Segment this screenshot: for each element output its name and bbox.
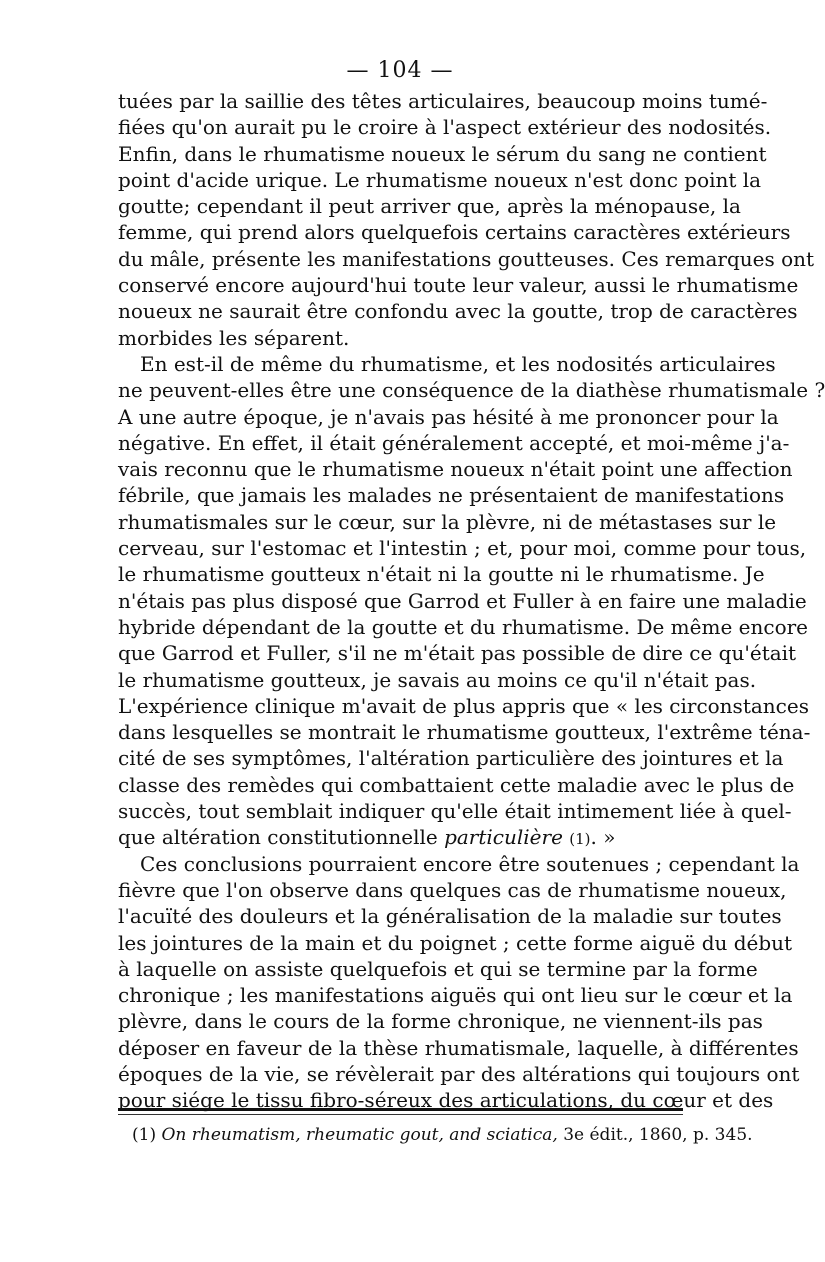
text-line: goutte; cependant il peut arriver que, après la ménopause, la — [118, 194, 741, 219]
text-line: noueux ne saurait être confondu avec la goutte, trop de caractères — [118, 299, 798, 324]
text-line: succès, tout semblait indiquer qu'elle était intimement liée à quel- — [118, 799, 792, 824]
text-line: chronique ; les manifestations aiguës qui ont lieu sur le cœur et la — [118, 983, 793, 1008]
text-line: à laquelle on assiste quelquefois et qui se termine par la forme — [118, 956, 758, 981]
text-line: dans lesquelles se montrait le rhumatisme goutteux, l'extrême téna- — [118, 720, 811, 745]
quote-closing-line — [118, 824, 683, 850]
text-line: tuées par la saillie des têtes articulaires, beaucoup moins tumé- — [118, 89, 768, 113]
text-span: que altération constitutionnelle — [118, 825, 445, 850]
text-line: Enfin, dans le rhumatisme noueux le sérum du sang ne contient — [118, 141, 767, 166]
page-number: — 104 — — [346, 58, 454, 83]
footnote-separator-thin — [118, 1114, 683, 1115]
text-line: l'acuïté des douleurs et la généralisation de la maladie sur toutes — [118, 904, 782, 929]
paragraph-3 — [118, 851, 800, 1114]
text-line: rhumatismales sur le cœur, sur la plèvre, ni de métastases sur le — [118, 509, 777, 534]
text-line: pour siége le tissu fibro-séreux des articulations, du cœur et des — [118, 1088, 774, 1113]
footnote-reference[interactable]: (1) — [569, 830, 591, 849]
text-line: fiées qu'on aurait pu le croire à l'aspect extérieur des nodosités. — [118, 115, 772, 140]
text-line: cerveau, sur l'estomac et l'intestin ; et, pour moi, comme pour tous, — [118, 536, 807, 561]
text-line: cité de ses symptômes, l'altération particulière des jointures et la — [118, 746, 784, 771]
footnote-separator — [118, 1108, 683, 1111]
text-line: ne peuvent-elles être une conséquence de la diathèse rhumatismale ? — [118, 378, 825, 403]
footnote — [132, 1125, 753, 1145]
text-line: négative. En effet, il était généralement accepté, et moi-même j'a- — [118, 430, 790, 455]
text-line: déposer en faveur de la thèse rhumatismale, laquelle, à différentes — [118, 1035, 799, 1060]
body-text — [118, 88, 825, 1114]
text-line: époques de la vie, se révèlerait par des altérations qui toujours ont — [118, 1061, 800, 1086]
text-line: hybride dépendant de la goutte et du rhumatisme. De même encore — [118, 614, 808, 639]
text-line: En est-il de même du rhumatisme, et les nodosités articulaires — [140, 351, 776, 376]
paragraph-2 — [118, 351, 825, 851]
text-line: Ces conclusions pourraient encore être soutenues ; cependant la — [140, 851, 800, 876]
footnote-marker: (1) — [132, 1125, 157, 1145]
text-line: n'étais pas plus disposé que Garrod et Fuller à en faire une maladie — [118, 588, 807, 613]
text-line: conservé encore aujourd'hui toute leur valeur, aussi le rhumatisme — [118, 273, 799, 298]
text-line: vais reconnu que le rhumatisme noueux n'était point une affection — [118, 457, 793, 482]
text-line: plèvre, dans le cours de la forme chronique, ne viennent-ils pas — [118, 1009, 763, 1034]
paragraph-1 — [118, 88, 815, 351]
text-line: du mâle, présente les manifestations goutteuses. Ces remarques ont — [118, 246, 815, 271]
text-line: fièvre que l'on observe dans quelques cas de rhumatisme noueux, — [118, 877, 787, 902]
text-line: morbides les séparent. — [118, 325, 350, 350]
text-line: femme, qui prend alors quelquefois certains caractères extérieurs — [118, 220, 791, 245]
text-line: fébrile, que jamais les malades ne présentaient de manifestations — [118, 483, 785, 508]
footnote-title: On rheumatism, rheumatic gout, and sciatica, — [161, 1125, 558, 1145]
text-line: le rhumatisme goutteux, je savais au moins ce qu'il n'était pas. — [118, 667, 757, 692]
footnote-edition: 3e édit., 1860, p. 345. — [557, 1125, 753, 1145]
text-line: classe des remèdes qui combattaient cette maladie avec le plus de — [118, 772, 795, 797]
text-span: . » — [590, 825, 616, 850]
text-line: que Garrod et Fuller, s'il ne m'était pas possible de dire ce qu'était — [118, 641, 797, 666]
text-line: A une autre époque, je n'avais pas hésité à me prononcer pour la — [118, 404, 779, 429]
text-line: les jointures de la main et du poignet ; cette forme aiguë du début — [118, 930, 793, 955]
emphasis-text: particulière — [444, 825, 563, 850]
text-line: point d'acide urique. Le rhumatisme noueux n'est donc point la — [118, 167, 762, 192]
text-line: le rhumatisme goutteux n'était ni la goutte ni le rhumatisme. Je — [118, 562, 765, 587]
text-line: L'expérience clinique m'avait de plus appris que « les circonstances — [118, 693, 809, 718]
